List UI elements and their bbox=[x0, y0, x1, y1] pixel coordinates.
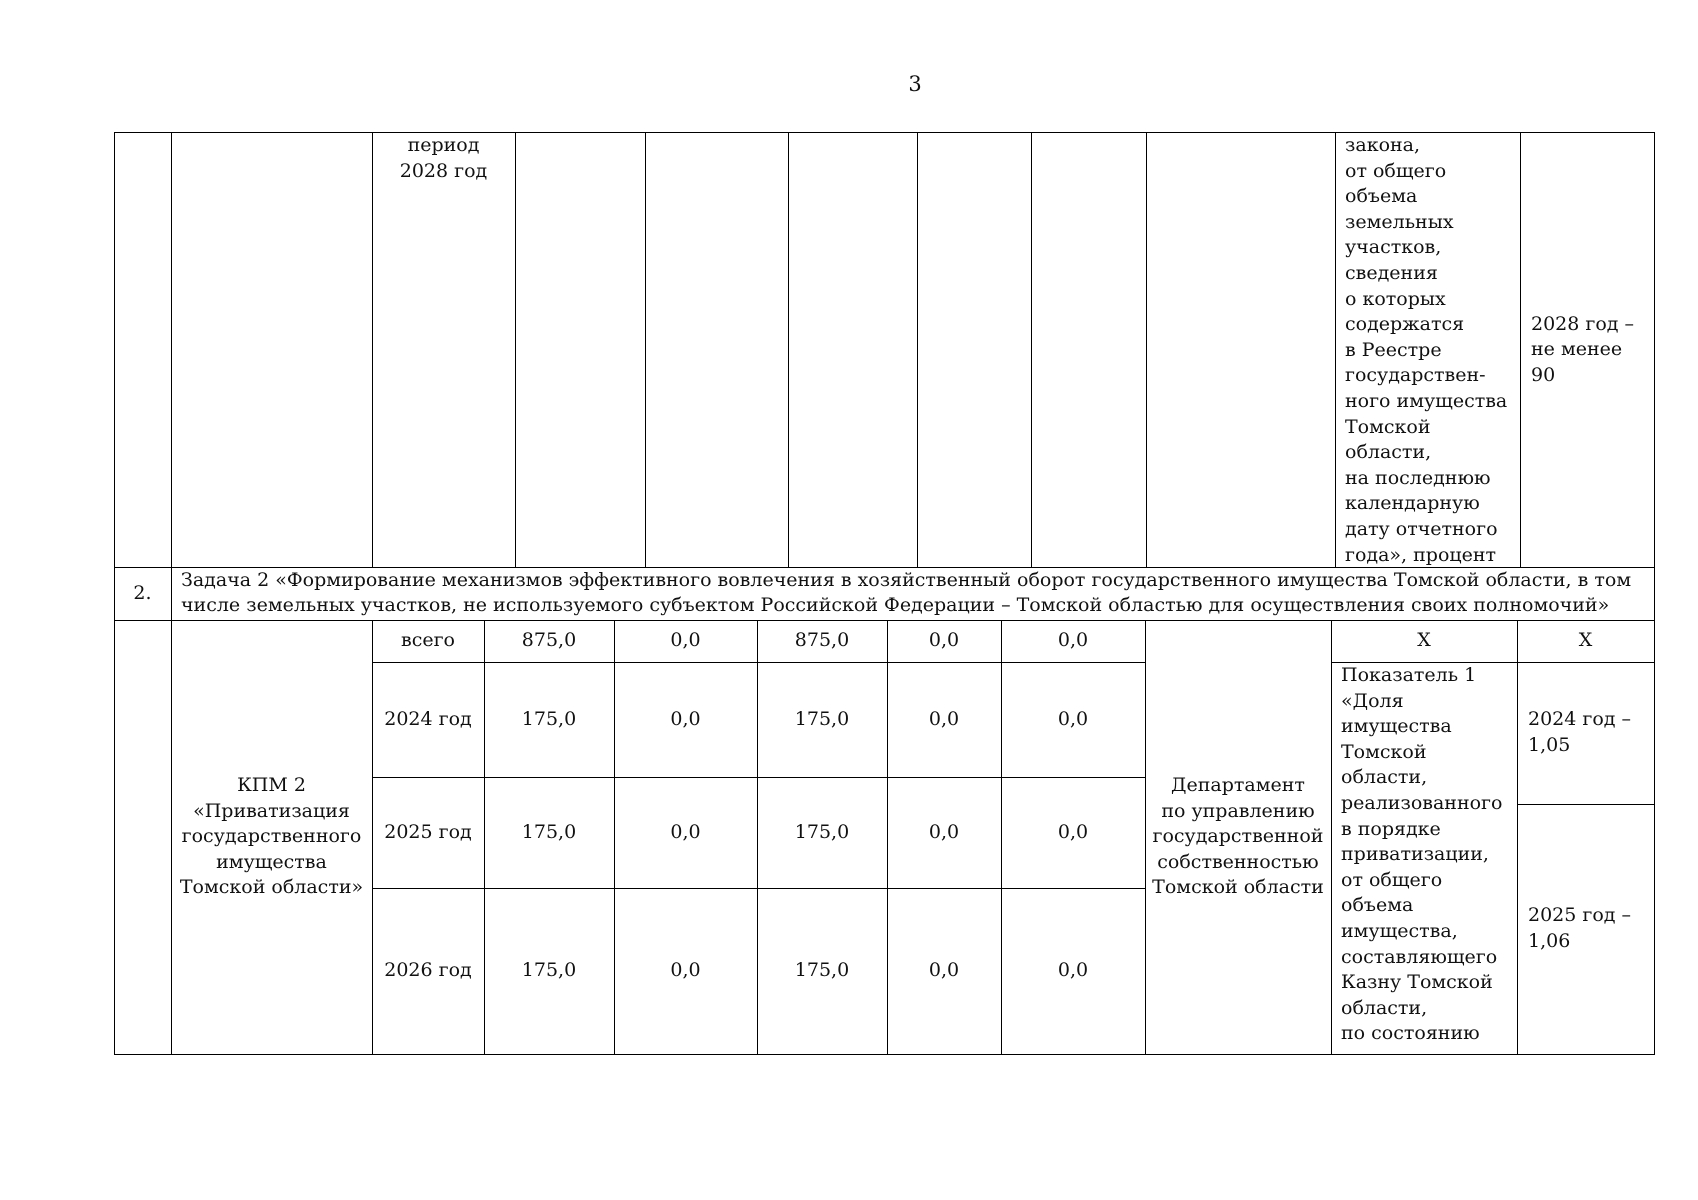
col-border-top-4 bbox=[788, 132, 789, 567]
indicator-x-mark: Х bbox=[1417, 629, 1431, 652]
amount-other: 0,0 bbox=[1057, 707, 1089, 730]
amount-other: 0,0 bbox=[1057, 629, 1089, 652]
amount-local: 0,0 bbox=[928, 959, 960, 982]
period-label-2026: 2026 год bbox=[384, 959, 472, 982]
period-label-2024: 2024 год bbox=[384, 707, 472, 730]
task-number: 2. bbox=[133, 581, 152, 604]
amount-regional: 175,0 bbox=[794, 820, 850, 843]
kpm-name-cell: КПМ 2 «Приватизация государственного имущества Томской области» bbox=[179, 774, 364, 899]
col-border-bottom-9 bbox=[1517, 620, 1518, 1055]
col-border-top-3 bbox=[645, 132, 646, 567]
period-cell: период 2028 год bbox=[399, 134, 488, 182]
task-description: Задача 2 «Формирование механизмов эффективного вовлечения в хозяйственный оборот государственного имущества Томской области, в том числе земельных участков, не используемого субъектом Российской Федерации – Томской областью для осуществления своих полномочий» bbox=[181, 569, 1632, 616]
target-2025: 2025 год – 1,06 bbox=[1528, 904, 1632, 952]
amount-other: 0,0 bbox=[1057, 820, 1089, 843]
amount-total: 875,0 bbox=[521, 629, 577, 652]
amount-regional: 175,0 bbox=[794, 707, 850, 730]
amount-local: 0,0 bbox=[928, 707, 960, 730]
target-2024: 2024 год – 1,05 bbox=[1528, 708, 1632, 756]
col-border-top-5 bbox=[917, 132, 918, 567]
amount-total: 175,0 bbox=[521, 959, 577, 982]
period-label-2025: 2025 год bbox=[384, 820, 472, 843]
amount-federal: 0,0 bbox=[670, 820, 701, 843]
col-border-top-6 bbox=[1031, 132, 1032, 567]
indicator-description: Показатель 1 «Доля имущества Томской области, реализованного в порядке приватизации, от общего объема имущества, составляющего Казну Томской области, по состоянию bbox=[1341, 664, 1503, 1045]
target-x-mark: Х bbox=[1578, 629, 1593, 652]
table-border-right bbox=[1654, 132, 1655, 1055]
page-number: 3 bbox=[908, 72, 922, 96]
amount-federal: 0,0 bbox=[670, 629, 701, 652]
target-value-cell: 2028 год – не менее 90 bbox=[1531, 312, 1635, 386]
col-border-top-8 bbox=[1335, 132, 1336, 567]
amount-total: 175,0 bbox=[521, 820, 577, 843]
department-cell: Департамент по управлению государственной собственностью Томской области bbox=[1152, 774, 1324, 899]
col-border-bottom-8 bbox=[1331, 620, 1332, 1055]
amount-total: 175,0 bbox=[521, 707, 577, 730]
col-border-top-2 bbox=[515, 132, 516, 567]
indicator-text-cell: закона, от общего объема земельных участков, сведения о которых содержатся в Реестре государствен- ного имущества Томской области, на последнюю календарную дату отчетного года», процент bbox=[1345, 134, 1508, 566]
table-border-bottom bbox=[114, 1054, 1655, 1055]
col-border-top-7 bbox=[1146, 132, 1147, 567]
amount-regional: 175,0 bbox=[794, 959, 850, 982]
col-border-top-1 bbox=[372, 132, 373, 567]
amount-other: 0,0 bbox=[1057, 959, 1089, 982]
amount-federal: 0,0 bbox=[670, 707, 701, 730]
amount-regional: 875,0 bbox=[794, 629, 850, 652]
col-border-top-9 bbox=[1520, 132, 1521, 567]
amount-federal: 0,0 bbox=[670, 959, 701, 982]
period-label-total: всего bbox=[401, 629, 455, 652]
amount-local: 0,0 bbox=[928, 820, 960, 843]
amount-local: 0,0 bbox=[928, 629, 960, 652]
